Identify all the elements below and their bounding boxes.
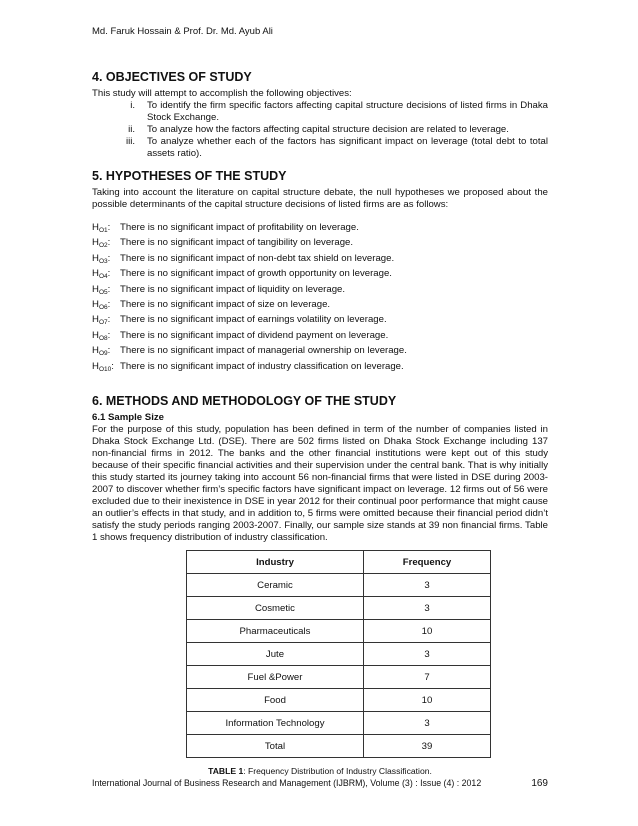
hypothesis-code-colon: : bbox=[111, 360, 114, 372]
page-number: 169 bbox=[531, 778, 548, 789]
hypothesis-code bbox=[92, 299, 120, 314]
hypothesis-item bbox=[92, 268, 548, 283]
hypothesis-text: There is no significant impact of growth opportunity on leverage. bbox=[120, 268, 392, 280]
hypothesis-code-colon: : bbox=[107, 252, 111, 264]
hypothesis-item bbox=[92, 222, 548, 237]
subsection-6-1-heading: 6.1 Sample Size bbox=[92, 412, 164, 424]
table-row bbox=[187, 597, 491, 620]
table-header-row bbox=[187, 551, 491, 574]
journal-citation: International Journal of Business Research and Management (IJBRM), Volume (3) : Issue (4) : 2012 bbox=[92, 778, 482, 788]
page-body bbox=[92, 70, 548, 776]
frequency-cell: 10 bbox=[364, 620, 491, 643]
industry-cell: Ceramic bbox=[187, 574, 364, 597]
industry-cell: Food bbox=[187, 689, 364, 712]
table-row bbox=[187, 620, 491, 643]
table-header-frequency: Frequency bbox=[364, 551, 491, 574]
hypothesis-code bbox=[92, 330, 120, 345]
frequency-cell: 3 bbox=[364, 574, 491, 597]
hypothesis-item bbox=[92, 345, 548, 360]
hypotheses-list bbox=[92, 222, 548, 376]
hypothesis-text: There is no significant impact of industry classification on leverage. bbox=[120, 360, 404, 372]
hypothesis-item bbox=[92, 330, 548, 345]
frequency-cell: 7 bbox=[364, 666, 491, 689]
hypothesis-code-base: H bbox=[92, 329, 99, 341]
hypothesis-code-subscript: O5 bbox=[98, 288, 108, 296]
hypothesis-code-base: H bbox=[92, 222, 99, 233]
hypothesis-text: There is no significant impact of profitability on leverage. bbox=[120, 222, 359, 233]
objective-text: To identify the firm specific factors affecting capital structure decisions of listed firms in Dhaka Stock Exchange. bbox=[147, 100, 548, 123]
hypothesis-code-subscript: O3 bbox=[98, 257, 108, 265]
table-row bbox=[187, 666, 491, 689]
hypothesis-code bbox=[92, 284, 120, 299]
hypothesis-code-base: H bbox=[92, 283, 99, 295]
hypothesis-item bbox=[92, 253, 548, 268]
industry-cell: Fuel &Power bbox=[187, 666, 364, 689]
hypothesis-item bbox=[92, 237, 548, 252]
hypothesis-code bbox=[92, 253, 120, 268]
table-row bbox=[187, 689, 491, 712]
industry-cell: Jute bbox=[187, 643, 364, 666]
section-6-heading: 6. METHODS AND METHODOLOGY OF THE STUDY bbox=[92, 394, 397, 409]
frequency-cell: 3 bbox=[364, 643, 491, 666]
objective-number: i. bbox=[130, 100, 135, 111]
hypothesis-code-base: H bbox=[92, 252, 99, 264]
hypothesis-code-base: H bbox=[92, 268, 99, 280]
hypothesis-code-base: H bbox=[92, 345, 99, 357]
hypothesis-code-colon: : bbox=[107, 314, 111, 326]
hypothesis-code-base: H bbox=[92, 237, 99, 249]
hypothesis-code-subscript: O7 bbox=[98, 319, 108, 327]
frequency-cell: 10 bbox=[364, 689, 491, 712]
hypothesis-text: There is no significant impact of liquidity on leverage. bbox=[120, 283, 346, 295]
hypothesis-code bbox=[92, 268, 120, 283]
objective-text: To analyze how the factors affecting capital structure decision are related to leverage. bbox=[147, 124, 509, 135]
industry-cell: Pharmaceuticals bbox=[187, 620, 364, 643]
frequency-cell: 39 bbox=[364, 735, 491, 758]
hypothesis-code-colon: : bbox=[107, 237, 111, 249]
hypothesis-text: There is no significant impact of non-debt tax shield on leverage. bbox=[120, 252, 395, 264]
hypothesis-code-subscript: O4 bbox=[98, 273, 108, 281]
hypothesis-text: There is no significant impact of tangibility on leverage. bbox=[120, 237, 354, 249]
hypothesis-code bbox=[92, 237, 120, 252]
objective-item bbox=[92, 100, 548, 124]
table-row bbox=[187, 574, 491, 597]
hypothesis-item bbox=[92, 314, 548, 329]
table-row bbox=[187, 735, 491, 758]
hypothesis-code-subscript: O1 bbox=[98, 227, 108, 234]
objective-number: iii. bbox=[125, 136, 135, 147]
frequency-cell: 3 bbox=[364, 712, 491, 735]
hypothesis-text: There is no significant impact of dividend payment on leverage. bbox=[120, 329, 389, 341]
hypothesis-text: There is no significant impact of earnings volatility on leverage. bbox=[120, 314, 387, 326]
hypothesis-code-subscript: O9 bbox=[98, 350, 108, 358]
running-head: Md. Faruk Hossain & Prof. Dr. Md. Ayub Ali bbox=[92, 26, 273, 37]
industry-frequency-table bbox=[186, 550, 491, 758]
section-4-heading: 4. OBJECTIVES OF STUDY bbox=[92, 70, 252, 84]
hypothesis-code-base: H bbox=[92, 314, 99, 326]
hypothesis-code-base: H bbox=[92, 360, 99, 372]
hypothesis-code-subscript: O8 bbox=[98, 334, 108, 342]
hypothesis-code bbox=[92, 345, 120, 360]
section-5-heading: 5. HYPOTHESES OF THE STUDY bbox=[92, 169, 287, 183]
hypothesis-code-subscript: O10 bbox=[98, 365, 112, 373]
objective-number: ii. bbox=[128, 124, 135, 135]
table-row bbox=[187, 712, 491, 735]
table-caption-label: TABLE 1 bbox=[208, 766, 244, 777]
hypothesis-item bbox=[92, 299, 548, 314]
hypothesis-code-colon: : bbox=[107, 329, 111, 341]
objective-text: To analyze whether each of the factors has significant impact on leverage (total debt to total assets ratio). bbox=[147, 136, 548, 159]
hypothesis-code-colon: : bbox=[107, 345, 111, 357]
table-caption-text: : Frequency Distribution of Industry Classification. bbox=[243, 766, 432, 777]
page-footer bbox=[92, 778, 548, 789]
table-caption bbox=[92, 766, 548, 776]
hypothesis-code-subscript: O2 bbox=[98, 242, 108, 250]
hypothesis-code-colon: : bbox=[107, 222, 111, 233]
hypothesis-code-base: H bbox=[92, 299, 99, 311]
frequency-cell: 3 bbox=[364, 597, 491, 620]
objective-item bbox=[92, 124, 548, 136]
hypothesis-code bbox=[92, 222, 120, 237]
hypothesis-item bbox=[92, 284, 548, 299]
industry-cell: Information Technology bbox=[187, 712, 364, 735]
objective-item bbox=[92, 136, 548, 160]
hypothesis-code bbox=[92, 361, 120, 376]
table-row bbox=[187, 643, 491, 666]
hypothesis-code-colon: : bbox=[107, 283, 111, 295]
hypothesis-code-subscript: O6 bbox=[98, 304, 108, 312]
hypothesis-code-colon: : bbox=[107, 268, 111, 280]
hypothesis-text: There is no significant impact of size on leverage. bbox=[120, 299, 331, 311]
table-header-industry: Industry bbox=[187, 551, 364, 574]
objectives-list bbox=[92, 100, 548, 160]
hypothesis-item bbox=[92, 361, 548, 376]
hypothesis-code bbox=[92, 314, 120, 329]
industry-cell: Total bbox=[187, 735, 364, 758]
hypothesis-text: There is no significant impact of managerial ownership on leverage. bbox=[120, 345, 407, 357]
hypothesis-code-colon: : bbox=[107, 299, 111, 311]
section-5-intro: Taking into account the literature on capital structure debate, the null hypotheses we proposed about the possible determinants of the capital structure decisions of listed firms are as follows: bbox=[92, 187, 548, 210]
industry-cell: Cosmetic bbox=[187, 597, 364, 620]
section-4-intro: This study will attempt to accomplish the following objectives: bbox=[92, 88, 352, 99]
sample-size-paragraph: For the purpose of this study, population has been defined in term of the number of companies listed in Dhaka Stock Exchange Ltd. (DSE). There are 502 firms listed on Dhaka Stock Exchange including 137 non-financial firms in 2012. The banks and the other financial institutions were kept out of this study because of their specific financial activities and their supervision under the central bank. That is why initially this study started its journey taking into account 56 non-financial firms that were listed in DSE during 2003-2007 to discover whether firm’s specific factors have significant impact on leverage. 12 firms out of 56 were excluded due to their inexistence in DSE in year 2012 for their continual poor performance that might cause an outlier’s effects in that study, and in addition to, 5 firms were omitted because their financial period didn’t satisfy the study periods ranging 2003-2007. Finally, our sample size stands at 39 non financial firms. Table 1 shows frequency distribution of industry classification. bbox=[92, 424, 548, 544]
